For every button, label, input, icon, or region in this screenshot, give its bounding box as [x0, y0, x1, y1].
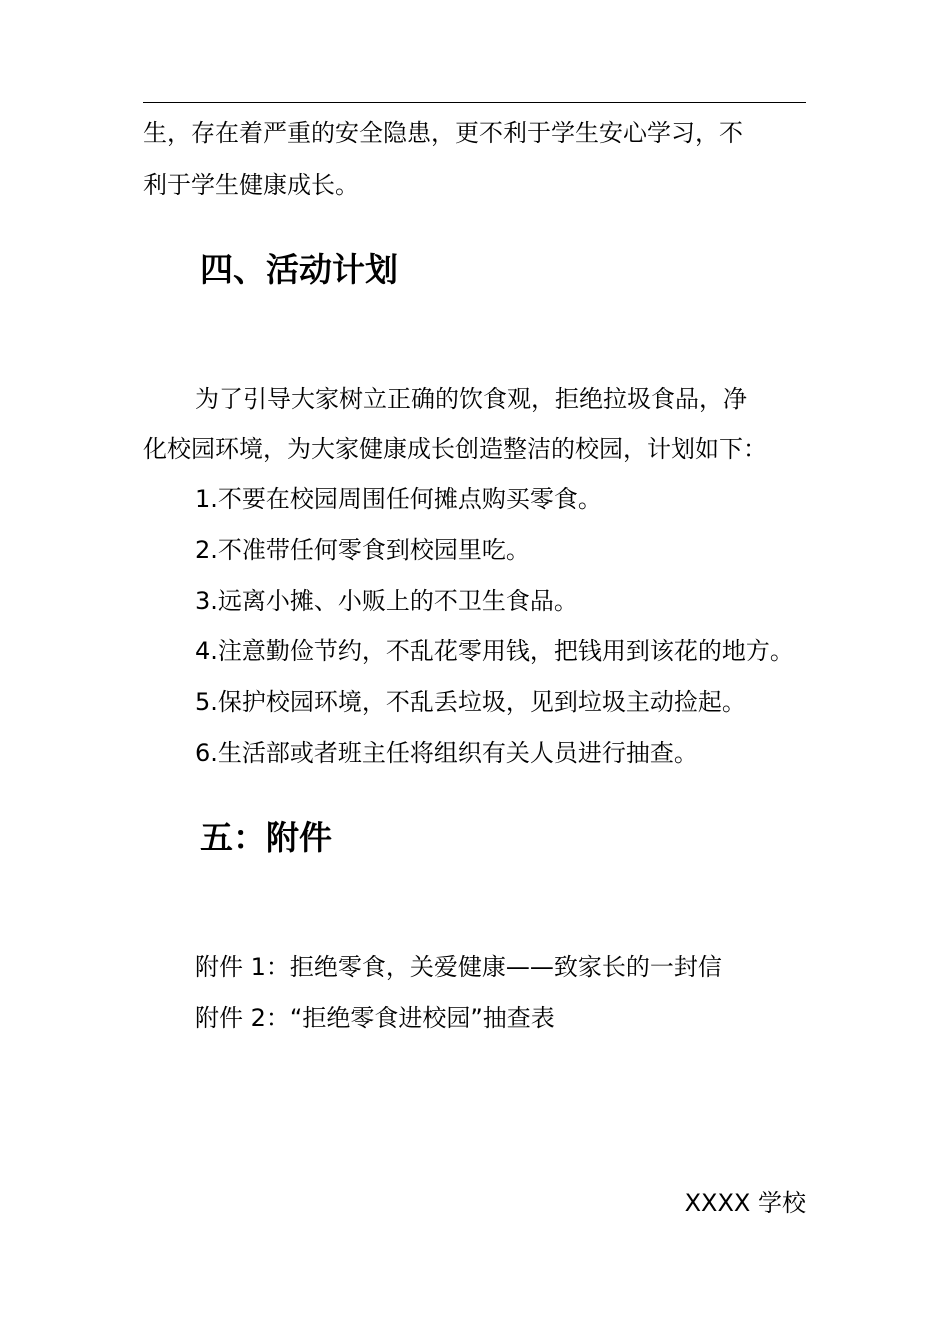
- plan-item-2: 2.不准带任何零食到校园里吃。: [195, 536, 530, 564]
- attachment-1: 附件 1：拒绝零食，关爱健康——致家长的一封信: [195, 953, 722, 981]
- plan-item-5: 5.保护校园环境，不乱丢垃圾，见到垃圾主动捡起。: [195, 688, 746, 716]
- plan-item-6: 6.生活部或者班主任将组织有关人员进行抽查。: [195, 739, 698, 767]
- intro-line-2: 利于学生健康成长。: [143, 171, 359, 199]
- plan-item-3: 3.远离小摊、小贩上的不卫生食品。: [195, 587, 578, 615]
- section-four-paragraph-line-1: 为了引导大家树立正确的饮食观，拒绝拉圾食品，净: [195, 385, 747, 413]
- section-five-heading: 五：附件: [200, 818, 332, 857]
- plan-item-4: 4.注意勤俭节约，不乱花零用钱，把钱用到该花的地方。: [195, 637, 794, 665]
- school-signature: XXXX 学校: [684, 1189, 806, 1217]
- section-four-paragraph-line-2: 化校园环境，为大家健康成长创造整洁的校园，计划如下：: [143, 435, 767, 463]
- attachment-2: 附件 2：“拒绝零食进校园”抽查表: [195, 1004, 555, 1032]
- plan-item-1: 1.不要在校园周围任何摊点购买零食。: [195, 485, 602, 513]
- section-four-heading: 四、活动计划: [200, 250, 398, 289]
- intro-line-1: 生，存在着严重的安全隐患，更不利于学生安心学习，不: [143, 119, 743, 147]
- header-rule: [143, 102, 806, 103]
